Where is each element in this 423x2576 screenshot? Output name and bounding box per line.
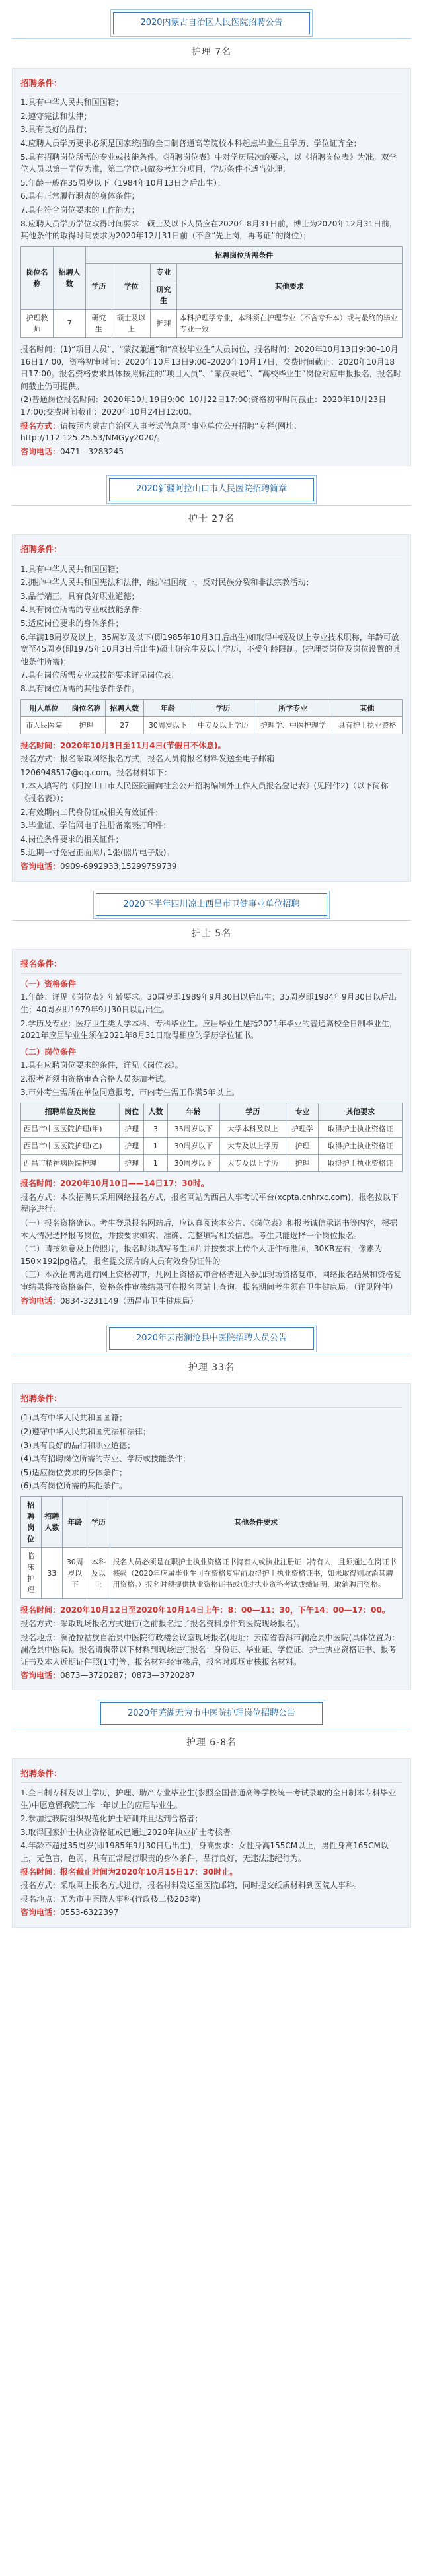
time-value: 2020年10月10日——14日17：30时。 bbox=[60, 1179, 209, 1189]
table-header-cell: 学历 bbox=[219, 1103, 286, 1121]
table-cell: 30周岁以下 bbox=[63, 1548, 87, 1599]
table-cell: 取得护士执业资格证 bbox=[319, 1138, 403, 1155]
requirement-item: 5.具有招聘岗位所需的专业或技能条件。《招聘岗位表》中对学历层次的要求，以《招聘岗位表》为准。双学位人员以第一学位为准，第二学位只做参考加分项目，学历条件不适当处理； bbox=[20, 152, 397, 174]
contact-phone bbox=[20, 1669, 403, 1682]
posting-panel bbox=[12, 68, 411, 467]
apply-item: （一）报名资格确认。考生登录报名网站后，应认真阅读本公告、《岗位表》和报考诚信承诺书等内容，根据本人情况选择报考岗位，并按要求如实、准确、完整填写相关信息。考生只能选择一个岗位报名。 bbox=[20, 1218, 398, 1240]
divider bbox=[12, 505, 411, 506]
table-cell: 西昌市中医医院护理(甲) bbox=[21, 1121, 120, 1138]
table-cell: 33 bbox=[41, 1548, 63, 1599]
apply-item: （三）本次招聘需进行网上资格初审，凡网上资格初审合格者进入参加现场资格复审，网络报名结果和资格复审结果将按资格条件，资格条件审核结果可在报名网站上查询。报名期间考生须在卫生健康局。（详见附件） bbox=[20, 1270, 402, 1292]
registration-time bbox=[20, 1866, 403, 1879]
contact-phone bbox=[20, 446, 403, 458]
posting-yunnan bbox=[12, 1327, 411, 1690]
table-cell: 30周岁以下 bbox=[143, 716, 192, 734]
divider bbox=[20, 1782, 403, 1783]
requirement-item: 1.具有中华人民共和国国籍； bbox=[20, 98, 124, 108]
table-cell: 大专及以上学历 bbox=[219, 1155, 286, 1172]
divider bbox=[20, 973, 403, 974]
col-edu: 学历 bbox=[86, 263, 112, 309]
col-major-grad: 研究生 bbox=[151, 281, 176, 309]
posting-title[interactable]: 2020内蒙古自治区人民医院招聘公告 bbox=[113, 12, 309, 34]
banner-wrap bbox=[12, 893, 411, 916]
time-value: 报名截止时间为2020年10月15日17：30时止。 bbox=[60, 1867, 238, 1877]
requirement-item: (3)具有良好的品行和职业道德； bbox=[20, 1440, 135, 1450]
requirement-item: 2.学历及专业：医疗卫生类大学本科、专科毕业生。应届毕业生是指2021年毕业的普通高校全日制毕业生，2021年应届毕业生须在2021年8月31日取得相应的学历学位证书。 bbox=[20, 1018, 397, 1041]
apply-email[interactable]: 1206948517@qq.com。报名材料如下： bbox=[20, 767, 173, 777]
table-cell: 30周岁以下 bbox=[168, 1138, 219, 1155]
table-cell: 3 bbox=[143, 1121, 167, 1138]
requirements-heading: 招聘条件： bbox=[20, 1393, 62, 1404]
phone-number[interactable]: 0909-6992933;15299759739 bbox=[60, 861, 177, 871]
requirement-item: 5.适应岗位要求的身体条件； bbox=[20, 618, 124, 628]
table-header-cell: 专业 bbox=[286, 1103, 319, 1121]
requirement-item: 4.应聘人员学历要求必须是国家统招的全日制普通高等院校本科起点毕业生且学历、学位证齐全； bbox=[20, 138, 362, 148]
posting-title[interactable]: 2020下半年四川凉山西昌市卫健事业单位招聘 bbox=[96, 893, 327, 916]
time-label: 报名时间： bbox=[20, 1605, 61, 1615]
table-cell: 护理 bbox=[120, 1155, 143, 1172]
table-row bbox=[21, 1155, 403, 1172]
posting-panel bbox=[12, 1758, 411, 1928]
apply-text[interactable]: 请按照内蒙古自治区人事考试信息网“事业单位公开招聘”专栏(网址：http://112.125.25.53/NMGyy2020/。 bbox=[20, 421, 302, 443]
apply-item: 2.有效期内二代身份证或相关有效证件； bbox=[20, 807, 163, 817]
apply-item: 报名方式：报名采取网络报名方式，报名人员将报名材料发送至电子邮箱 bbox=[20, 754, 275, 764]
time-value: 2020年10月3日至11月4日(节假日不休息)。 bbox=[60, 740, 226, 750]
table-cell: 具有护士执业资格 bbox=[332, 716, 402, 734]
table-header-row bbox=[21, 1496, 403, 1547]
col-other: 其他要求 bbox=[176, 263, 402, 309]
table-cell: 中专及以上学历 bbox=[192, 716, 254, 734]
requirement-item: (6)具有岗位所需的其他条件。 bbox=[20, 1481, 127, 1491]
posting-sichuan bbox=[12, 893, 411, 1316]
phone-number[interactable]: 0834-3231149（西昌市卫生健康局） bbox=[60, 1296, 198, 1305]
table-row bbox=[21, 716, 403, 734]
table-cell: 1 bbox=[143, 1138, 167, 1155]
table-row bbox=[21, 309, 403, 337]
table-cell: 护理 bbox=[286, 1138, 319, 1155]
table-header-cell: 其他 bbox=[332, 699, 402, 716]
posting-inner-mongolia bbox=[12, 12, 411, 466]
requirement-item: 6.具有正常履行职责的身体条件； bbox=[20, 191, 139, 201]
requirement-item: 7.具有符合岗位要求的工作能力； bbox=[20, 205, 139, 215]
table-cell: 27 bbox=[105, 716, 143, 734]
table-cell: 护理学 bbox=[286, 1121, 319, 1138]
table-cell: 市人民医院 bbox=[21, 716, 67, 734]
requirements-list bbox=[20, 96, 403, 242]
registration-time bbox=[20, 1177, 403, 1190]
positions-table bbox=[20, 699, 403, 734]
contact-phone bbox=[20, 1295, 403, 1307]
requirement-item: 5.年龄一般在35周岁以下（1984年10月13日之后出生）； bbox=[20, 178, 225, 188]
cell-major: 护理 bbox=[151, 309, 176, 337]
table-header-row bbox=[21, 1103, 403, 1121]
hiring-count: 护理 33名 bbox=[188, 1362, 235, 1374]
table-header-cell: 年龄 bbox=[143, 699, 192, 716]
table-cell: 西昌市精神病医院护理 bbox=[21, 1155, 120, 1172]
table-header-cell: 其他条件要求 bbox=[110, 1496, 402, 1547]
table-cell: 临床护理 bbox=[21, 1548, 42, 1599]
divider bbox=[20, 1407, 403, 1408]
posting-panel bbox=[12, 534, 411, 881]
posting-xinjiang bbox=[12, 478, 411, 881]
requirement-item: 6.年满18周岁及以上，35周岁及以下(即1985年10月3日后出生)如取得中级及以上专业技术职称，年龄可放宽至45周岁(即1975年10月3日后出生)硕士研究生及以上学历，不受年龄限制。(护理类岗位及岗位设置的其他条件所需)； bbox=[20, 632, 401, 666]
table-row bbox=[21, 1548, 403, 1599]
apply-item: 报名地点：澜沧拉祜族自治县中医院行政楼会议室现场报名(地址：云南省普洱市澜沧县中医院(具体位置为：澜沧县中医院)。报名请携带以下材料到现场进行报名：身份证、毕业证、学位证、护士执业资格证书、报考证书及本人近期证件照(1寸)等，报名材料经审核后，报名时现场审核报名材料。 bbox=[20, 1632, 400, 1667]
contact-phone bbox=[20, 860, 403, 873]
registration-time bbox=[20, 740, 403, 752]
requirement-item: 7.具有岗位所需专业或技能要求详见岗位表； bbox=[20, 670, 179, 680]
table-header-cell: 年龄 bbox=[168, 1103, 219, 1121]
requirement-item: 4.具有岗位所需的专业或技能条件； bbox=[20, 605, 147, 615]
col-count: 招聘人数 bbox=[54, 246, 86, 309]
requirement-item: 3.具有良好的品行； bbox=[20, 125, 92, 135]
table-cell: 取得护士执业资格证 bbox=[319, 1155, 403, 1172]
cell-count: 7 bbox=[54, 309, 86, 337]
table-cell: 30周岁以下 bbox=[168, 1155, 219, 1172]
phone-label: 咨询电话： bbox=[20, 446, 61, 456]
requirement-item: (5)适应岗位要求的身体条件； bbox=[20, 1467, 127, 1477]
table-cell: 护理 bbox=[67, 716, 105, 734]
hiring-count: 护理 6-8名 bbox=[186, 1737, 237, 1749]
table-header-cell: 招聘人数 bbox=[105, 699, 143, 716]
table-header-cell: 岗位名称 bbox=[67, 699, 105, 716]
table-row bbox=[21, 1138, 403, 1155]
apply-item: 4.岗位条件要求的相关证件； bbox=[20, 834, 124, 844]
apply-place: 报名地点：无为市中医院人事科(行政楼二楼203室) bbox=[20, 1894, 201, 1904]
requirement-item: 1.具有应聘岗位要求的条件，详见《岗位表》。 bbox=[20, 1061, 183, 1070]
subheading: （二）岗位条件 bbox=[20, 1047, 77, 1057]
posting-panel bbox=[12, 1383, 411, 1690]
positions-table bbox=[20, 246, 403, 338]
table-header-row bbox=[21, 246, 403, 263]
table-cell: 35周岁以下 bbox=[168, 1121, 219, 1138]
banner-wrap bbox=[12, 1327, 411, 1350]
table-header-cell: 用人单位 bbox=[21, 699, 67, 716]
requirement-item: 1.具有中华人民共和国国籍； bbox=[20, 564, 124, 574]
note-item: (2)普通岗位报名时间：2020年10月19日9:00–10月22日17:00;资格初审时间截止：2020年10月23日17:00;交费时间截止：2020年10月24日12:00。 bbox=[20, 395, 387, 417]
apply-item: （二）请按须意及上传照片，报名时须填写考生照片并按要求上传个人证件标准照，30KB左右，像素为150×192jpg格式，报名提交照片的人员有效身份证件的 bbox=[20, 1244, 383, 1266]
table-header-cell: 学历 bbox=[192, 699, 254, 716]
apply-item: 3.毕业证、学信网电子注册备案表打印件； bbox=[20, 821, 171, 831]
table-cell: 报名人员必须是在职护士执业资格证书持有人或执业注册证书持有人，且须通过在岗证书核验（2020年应届毕业生可在资格复审前取得护士执业资格证书，如未取得则取消其聘用资格。）报名时须提供执业资格证书或通过执业资格考试成绩证明，取消聘用资格。 bbox=[110, 1548, 402, 1599]
requirement-item: (2)遵守中华人民共和国宪法和法律； bbox=[20, 1427, 151, 1436]
table-header-cell: 其他要求 bbox=[319, 1103, 403, 1121]
table-header-cell: 学历 bbox=[87, 1496, 110, 1547]
hiring-count: 护士 27名 bbox=[188, 513, 235, 524]
apply-method: 报名方式：采取网上报名方式进行，报名材料发送至医院邮箱，同时提交纸质材料到医院人事科。 bbox=[20, 1881, 362, 1891]
banner-wrap bbox=[12, 1702, 411, 1725]
posting-title[interactable]: 2020年芜湖无为市中医院护理岗位招聘公告 bbox=[100, 1702, 323, 1725]
table-header-cell: 招聘岗位 bbox=[21, 1496, 42, 1547]
posting-anhui bbox=[12, 1702, 411, 1928]
table-header-cell: 岗位 bbox=[120, 1103, 143, 1121]
table-cell: 护理学、中医护理学 bbox=[254, 716, 332, 734]
posting-title[interactable]: 2020年云南澜沧县中医院招聘人员公告 bbox=[109, 1327, 314, 1350]
table-cell: 取得护士执业资格证 bbox=[319, 1121, 403, 1138]
table-cell: 大专及以上学历 bbox=[219, 1138, 286, 1155]
col-degree: 学位 bbox=[112, 263, 151, 309]
apply-item: 报名方式：采取现场报名方式进行(之前报名过了报名资料原件到医院现场报名)。 bbox=[20, 1619, 305, 1628]
cell-edu: 研究生 bbox=[86, 309, 112, 337]
requirement-item: 2.参加过我院组织规范化护士培训并且达到合格者； bbox=[20, 1814, 203, 1824]
table-header-cell: 招聘人数 bbox=[41, 1496, 63, 1547]
note-item: 报名时间：(1)“项目人员”、“蒙汉兼通”和“高校毕业生”人员岗位，报名时间：2020年10月13日9:00–10月16日17:00，资格初审时间：2020年10月13日9:00–2020年10月17日，交费时间截止：2020年10月18日17:00。报名资格要求具体按照标注的“项目人员”、“蒙汉兼通”、“高校毕业生”岗位对应申报报名，报名时间截止仍可提供。 bbox=[20, 345, 401, 391]
apply-item: 报名方式：本次招聘只采用网络报名方式，报名网站为西昌人事考试平台(xcpta.cnhrxc.com)，报名按以下程序进行： bbox=[20, 1192, 399, 1214]
requirement-item: 2.拥护中华人民共和国宪法和法律，维护祖国统一，反对民族分裂和非法宗教活动； bbox=[20, 578, 314, 588]
col-post: 岗位名称 bbox=[21, 246, 54, 309]
hiring-count: 护士 5名 bbox=[191, 928, 232, 939]
phone-label: 咨询电话： bbox=[20, 1671, 61, 1681]
table-header-cell: 所学专业 bbox=[254, 699, 332, 716]
table-cell: 1 bbox=[143, 1155, 167, 1172]
requirement-item: 3.市外考生需所在单位同意报考，市内考生需工作满5年以上。 bbox=[20, 1088, 240, 1097]
requirement-item: 3.品行端正，具有良好职业道德； bbox=[20, 591, 139, 601]
positions-table bbox=[20, 1103, 403, 1172]
table-header-row bbox=[21, 699, 403, 716]
table-header-cell: 招聘单位及岗位 bbox=[21, 1103, 120, 1121]
cell-degree: 硕士及以上 bbox=[112, 309, 151, 337]
table-cell: 大学本科及以上 bbox=[219, 1121, 286, 1138]
requirements-heading: 报名条件： bbox=[20, 959, 62, 969]
requirement-item: (1)具有中华人民共和国国籍； bbox=[20, 1413, 127, 1423]
requirement-item: 1.年龄：详见《岗位表》年龄要求。30周岁即1989年9月30日以后出生；35周岁即1984年9月30日以后出生；40周岁即1979年9月30日以后出生。 bbox=[20, 992, 397, 1014]
apply-method bbox=[20, 420, 403, 444]
cell-other: 本科护理学专业，本科须在护理专业（不含专升本）或与最终的毕业专业一致 bbox=[176, 309, 402, 337]
positions-table bbox=[20, 1496, 403, 1599]
requirement-item: 3.取得国家护士执业资格证或已通过2020年执业护士考核者 bbox=[20, 1827, 231, 1837]
subheading: （一）资格条件 bbox=[20, 979, 77, 989]
phone-number[interactable]: 0553-6322397 bbox=[60, 1908, 119, 1918]
divider bbox=[12, 38, 411, 39]
col-major: 专业 bbox=[151, 263, 176, 281]
phone-number[interactable]: 0873—3720287；0873—3720287 bbox=[60, 1671, 195, 1681]
cell-post: 护理教师 bbox=[21, 309, 54, 337]
table-header-cell: 年龄 bbox=[63, 1496, 87, 1547]
phone-label: 咨询电话： bbox=[20, 861, 61, 871]
col-conditions: 招聘岗位所需条件 bbox=[86, 246, 403, 263]
table-cell: 护理 bbox=[120, 1121, 143, 1138]
hiring-count: 护理 7名 bbox=[191, 47, 232, 58]
divider bbox=[12, 920, 411, 921]
requirement-item: 8.具有岗位所需的其他条件条件。 bbox=[20, 683, 139, 693]
apply-item: 5.近期一寸免冠正面照片1张(照片电子版)。 bbox=[20, 848, 174, 858]
banner-wrap bbox=[12, 12, 411, 34]
requirement-item: 8.应聘人员学历学位取得时间要求：硕士及以下人员应在2020年8月31日前，博士为2020年12月31日前，其他条件的取得时间要求为2020年12月31日前（不含“先上岗，再考证”的岗位）； bbox=[20, 219, 397, 241]
table-cell: 西昌市中医医院护理(乙) bbox=[21, 1138, 120, 1155]
phone-label: 咨询电话： bbox=[20, 1908, 61, 1918]
banner-wrap bbox=[12, 478, 411, 501]
table-cell: 护理 bbox=[286, 1155, 319, 1172]
time-label: 报名时间： bbox=[20, 740, 61, 750]
requirements-heading: 招聘条件： bbox=[20, 544, 62, 555]
table-header-cell: 人数 bbox=[143, 1103, 167, 1121]
table-cell: 护理 bbox=[120, 1138, 143, 1155]
requirement-item: (4)具有招聘岗位所需的专业、学历或技能条件； bbox=[20, 1454, 190, 1464]
requirement-item: 4.年龄不超过35周岁(即1985年9月30日后出生)，身高要求：女性身高155CM以上，男性身高165CM以上，无色盲，色弱，具有正常履行职责的身体条件，品行良好，无违法违纪行为。 bbox=[20, 1841, 389, 1863]
phone-label: 咨询电话： bbox=[20, 1296, 61, 1305]
posting-panel bbox=[12, 949, 411, 1315]
requirement-item: 2.报考者须由资格审查合格人员参加考试。 bbox=[20, 1074, 171, 1084]
apply-item: 1.本人填写的《阿拉山口市人民医院面向社会公开招聘编制外工作人员报名登记表》(见附件2)（以下简称《报名表》）； bbox=[20, 781, 389, 803]
requirement-item: 2.遵守宪法和法律； bbox=[20, 111, 92, 121]
time-label: 报名时间： bbox=[20, 1179, 61, 1189]
requirements-heading: 招聘条件： bbox=[20, 77, 62, 88]
registration-time bbox=[20, 1604, 403, 1617]
requirement-item: 1.全日制专科及以上学历，护理、助产专业毕业生(参照全国普通高等学校统一考试录取的全日制本专科毕业生)中愿意留我院工作一年以上的应届毕业生。 bbox=[20, 1788, 397, 1810]
time-label: 报名时间： bbox=[20, 1867, 61, 1877]
time-value: 2020年10月12日至2020年10月14日上午：8：00—11：30，下午14：00—17：00。 bbox=[60, 1605, 390, 1615]
phone-number[interactable]: 0471—3283245 bbox=[60, 446, 124, 456]
posting-title[interactable]: 2020新疆阿拉山口市人民医院招聘简章 bbox=[109, 478, 314, 501]
requirements-heading: 招聘条件： bbox=[20, 1768, 62, 1778]
contact-phone bbox=[20, 1906, 403, 1919]
apply-label: 报名方式： bbox=[20, 421, 61, 431]
table-row bbox=[21, 1121, 403, 1138]
table-cell: 本科及以上 bbox=[87, 1548, 110, 1599]
